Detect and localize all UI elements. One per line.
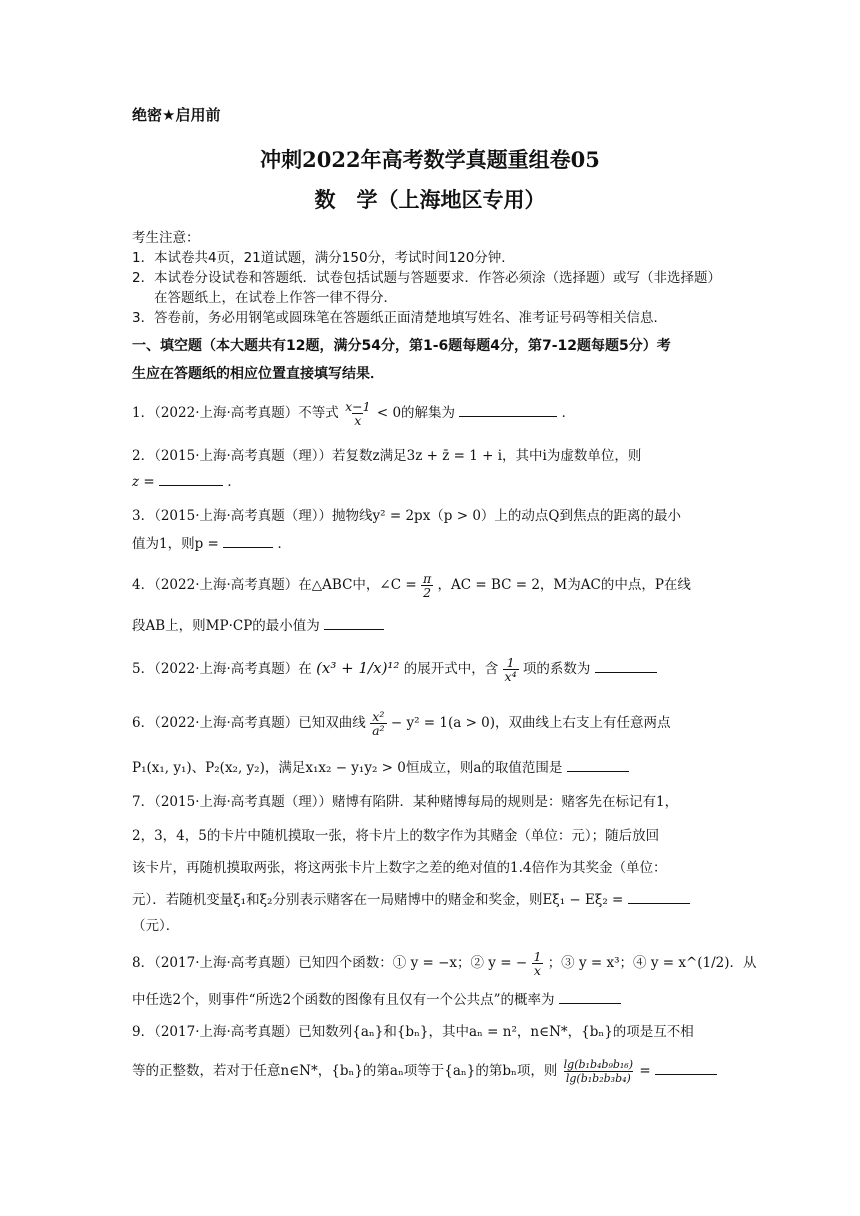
notice-heading: 考生注意： [132, 230, 200, 246]
notice-item-text: 本试卷分设试卷和答题纸．试卷包括试题与答题要求．作答必须涂（选择题）或写（非选择题）在答题纸上，在试卷上作答一律不得分． [154, 270, 721, 306]
question-text: 中任选2个，则事件“所选2个函数的图像有且仅有一个公共点”的概率为 [132, 992, 555, 1008]
fraction-denominator: 2 [423, 585, 432, 600]
question-text: 1．（2022·上海·高考真题）不等式 [132, 405, 339, 421]
notice-item-text: 本试卷共4页，21道试题，满分150分，考试时间120分钟． [154, 250, 515, 266]
fraction-numerator: x−1 [345, 399, 371, 414]
question-7-cont [132, 888, 732, 908]
fraction-numerator: x² [372, 709, 385, 724]
fraction-numerator: π [422, 571, 432, 586]
question-7-cont [132, 914, 732, 934]
question-3 [132, 504, 732, 524]
question-text: ． [277, 536, 291, 552]
question-text: z = [132, 474, 155, 490]
question-9-cont [132, 1058, 732, 1085]
question-text: 值为1，则p = [132, 536, 219, 552]
question-7-cont [132, 824, 732, 844]
fraction [503, 656, 519, 683]
question-text: 项的系数为 [522, 661, 591, 677]
fraction-denominator: x [533, 963, 541, 978]
answer-blank[interactable] [567, 758, 629, 772]
question-text: （元）． [132, 918, 180, 934]
question-text: ，AC = BC = 2，M为AC的中点，P在线 [437, 577, 691, 593]
answer-blank[interactable] [655, 1061, 717, 1075]
exam-title: 冲刺2022年高考数学真题重组卷05 [260, 147, 600, 172]
question-8 [132, 949, 757, 978]
question-2-cont [132, 470, 732, 490]
question-text: 2，3，4，5的卡片中随机摸取一张，将卡片上的数字作为其赌金（单位：元）；随后放回 [132, 828, 660, 844]
exam-subtitle: 数 学（上海地区专用） [314, 187, 546, 212]
answer-blank[interactable] [324, 616, 384, 630]
question-text: 等的正整数，若对于任意n∈N*，{bₙ}的第aₙ项等于{aₙ}的第bₙ项，则 [132, 1063, 558, 1079]
answer-blank[interactable] [595, 659, 657, 673]
question-text: 8．（2017·上海·高考真题）已知四个函数：① y = −x；② y = − [132, 955, 528, 971]
question-text: 7．（2015·上海·高考真题（理））赌博有陷阱．某种赌博每局的规则是：赌客先在标记有1， [132, 794, 679, 810]
question-text: ． [561, 405, 576, 421]
question-text: 的展开式中，含 [403, 661, 499, 677]
question-text: ；③ y = x³；④ y = x^(1/2)．从 [547, 955, 757, 971]
question-text: P₁(x₁, y₁)、P₂(x₂, y₂)，满足x₁x₂ − y₁y₂ > 0恒成立，则a的取值范围是 [132, 760, 563, 776]
fraction [562, 1058, 635, 1085]
question-text: 5．（2022·上海·高考真题）在 [132, 661, 312, 677]
answer-blank[interactable] [223, 534, 273, 548]
notice-item [132, 248, 732, 268]
fraction [531, 950, 543, 977]
notice-item-text: 答卷前，务必用钢笔或圆珠笔在答题纸正面清楚地填写姓名、准考证号码等相关信息． [154, 310, 667, 326]
question-6 [132, 710, 732, 737]
question-4-cont [132, 614, 732, 634]
question-6-cont [132, 756, 732, 776]
section-heading-line: 生应在答题纸的相应位置直接填写结果． [132, 366, 384, 382]
question-text: 元）．若随机变量ξ₁和ξ₂分别表示赌客在一局赌博中的赌金和奖金，则Eξ₁ − Eξ₂ = [132, 892, 624, 908]
notice-item-num: 3． [132, 310, 155, 326]
answer-blank[interactable] [159, 472, 223, 486]
question-text: 段AB上，则MP·CP的最小值为 [132, 618, 320, 634]
question-5 [132, 656, 732, 683]
fraction [343, 400, 372, 427]
question-7-cont [132, 856, 732, 876]
answer-blank[interactable] [459, 403, 557, 417]
question-text: = [639, 1063, 651, 1079]
fraction-numerator: 1 [506, 655, 515, 670]
question-text: ． [227, 474, 241, 490]
notice-item [132, 268, 732, 308]
binomial-expression: (x³ + 1/x)¹² [316, 659, 400, 677]
question-text: 2．（2015·上海·高考真题（理））若复数z满足3z + z̄ = 1 + i，其中i为虚数单位，则 [132, 448, 642, 464]
fraction-numerator: 1 [533, 949, 542, 964]
fraction-denominator: x⁴ [504, 669, 517, 684]
question-text: 该卡片，再随机摸取两张，将这两张卡片上数字之差的绝对值的1.4倍作为其奖金（单位： [132, 860, 667, 876]
section-heading [132, 332, 732, 388]
section-heading-line: 一、填空题（本大题共有12题，满分54分，第1-6题每题4分，第7-12题每题5分）考 [132, 338, 671, 354]
question-2 [132, 444, 732, 464]
fraction [370, 710, 386, 737]
fraction [421, 572, 433, 599]
question-text: 6．（2022·上海·高考真题）已知双曲线 [132, 715, 366, 731]
question-text: < 0的解集为 [376, 405, 456, 421]
question-text: 9．（2017·上海·高考真题）已知数列{aₙ}和{bₙ}，其中aₙ = n²，n∈N*，{bₙ}的项是互不相 [132, 1024, 694, 1040]
question-8-cont [132, 988, 732, 1008]
fraction-numerator: lg(b₁b₄b₉b₁₆) [563, 1058, 634, 1071]
question-text: − y² = 1(a > 0)，双曲线上右支上有任意两点 [390, 715, 671, 731]
notice-item-num: 1． [132, 250, 155, 266]
fraction-denominator: x [354, 413, 362, 428]
question-7 [132, 790, 732, 810]
secret-label: 绝密★启用前 [132, 106, 221, 124]
answer-blank[interactable] [559, 990, 621, 1004]
notice-item-num: 2． [132, 270, 155, 286]
question-text: 3．（2015·上海·高考真题（理））抛物线y² = 2px（p > 0）上的动点Q到焦点的距离的最小 [132, 508, 681, 524]
notice-block [132, 228, 732, 328]
question-9 [132, 1020, 732, 1040]
answer-blank[interactable] [628, 890, 690, 904]
question-text: 4．（2022·上海·高考真题）在△ABC中，∠C = [132, 577, 417, 593]
question-3-cont [132, 532, 732, 552]
notice-item [132, 308, 732, 328]
fraction-denominator: lg(b₁b₂b₃b₄) [565, 1072, 631, 1085]
question-4 [132, 572, 732, 599]
question-1 [132, 400, 732, 427]
fraction-denominator: a² [372, 723, 385, 738]
